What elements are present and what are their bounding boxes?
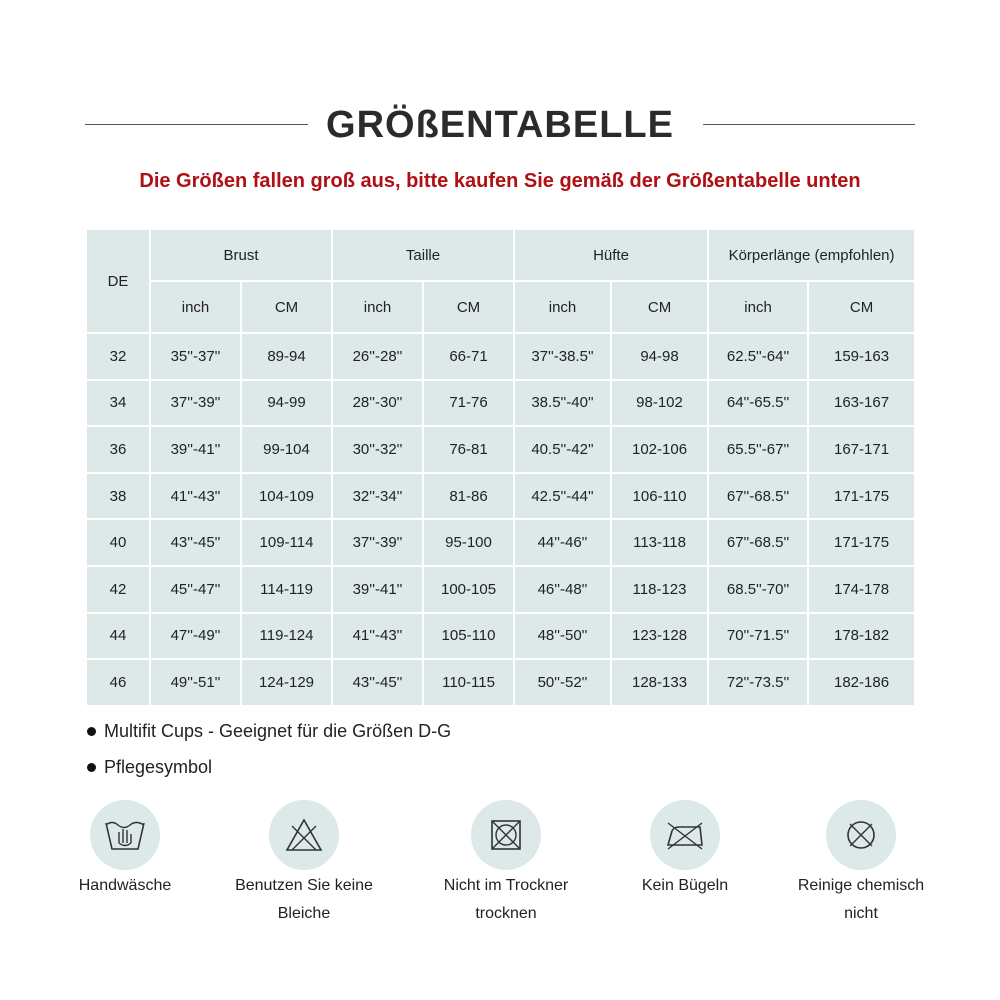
- size-table: [85, 228, 916, 707]
- table-cell: 128-133: [611, 659, 708, 706]
- table-cell: 102-106: [611, 426, 708, 473]
- table-cell: 163-167: [808, 380, 915, 427]
- size-cell: 34: [86, 380, 150, 427]
- size-cell: 44: [86, 613, 150, 660]
- size-warning: Die Größen fallen groß aus, bitte kaufen Sie gemäß der Größentabelle unten: [139, 170, 861, 192]
- table-cell: 123-128: [611, 613, 708, 660]
- table-cell: 41''-43'': [150, 473, 241, 520]
- table-row: [86, 566, 915, 613]
- table-cell: 94-99: [241, 380, 332, 427]
- table-cell: 35''-37'': [150, 333, 241, 380]
- table-cell: 105-110: [423, 613, 514, 660]
- unit-header: CM: [241, 281, 332, 333]
- table-cell: 39''-41'': [150, 426, 241, 473]
- table-cell: 114-119: [241, 566, 332, 613]
- unit-header: CM: [611, 281, 708, 333]
- table-cell: 70''-71.5'': [708, 613, 808, 660]
- group-header-taille: Taille: [332, 229, 514, 281]
- hand-wash-icon: [103, 815, 147, 855]
- table-cell: 39''-41'': [332, 566, 423, 613]
- table-cell: 66-71: [423, 333, 514, 380]
- bullet-icon: [87, 727, 96, 736]
- care-label: Nicht im Trockner trocknen: [443, 877, 569, 922]
- no-iron-icon: [662, 817, 708, 853]
- note-multifit: Multifit Cups - Geeignet für die Größen D-G: [104, 720, 452, 741]
- title-rule-right: [703, 124, 915, 125]
- table-cell: 100-105: [423, 566, 514, 613]
- table-cell: 67''-68.5'': [708, 519, 808, 566]
- table-cell: 50''-52'': [514, 659, 611, 706]
- care-item-no-bleach: [219, 800, 389, 928]
- table-cell: 94-98: [611, 333, 708, 380]
- care-symbols: [0, 800, 1000, 960]
- table-row: [86, 473, 915, 520]
- care-item-no-tumble-dry: [421, 800, 591, 928]
- size-cell: 42: [86, 566, 150, 613]
- unit-header: CM: [808, 281, 915, 333]
- table-cell: 106-110: [611, 473, 708, 520]
- unit-header: CM: [423, 281, 514, 333]
- table-row: [86, 333, 915, 380]
- table-cell: 124-129: [241, 659, 332, 706]
- table-cell: 68.5''-70'': [708, 566, 808, 613]
- table-cell: 67''-68.5'': [708, 473, 808, 520]
- table-cell: 38.5''-40'': [514, 380, 611, 427]
- table-cell: 110-115: [423, 659, 514, 706]
- table-cell: 42.5''-44'': [514, 473, 611, 520]
- table-cell: 171-175: [808, 519, 915, 566]
- table-cell: 43''-45'': [150, 519, 241, 566]
- note-care-symbol: Pflegesymbol: [104, 756, 213, 777]
- unit-header: inch: [514, 281, 611, 333]
- table-cell: 104-109: [241, 473, 332, 520]
- table-cell: 30''-32'': [332, 426, 423, 473]
- care-item-hand-wash: [40, 800, 210, 900]
- care-item-no-iron: [600, 800, 770, 900]
- table-cell: 76-81: [423, 426, 514, 473]
- table-cell: 44''-46'': [514, 519, 611, 566]
- table-cell: 37''-38.5'': [514, 333, 611, 380]
- table-cell: 178-182: [808, 613, 915, 660]
- table-cell: 28''-30'': [332, 380, 423, 427]
- group-header-huefte: Hüfte: [514, 229, 708, 281]
- group-header-koerperlaenge: Körperlänge (empfohlen): [708, 229, 915, 281]
- no-dry-clean-icon: [843, 817, 879, 853]
- size-column-header: DE: [86, 229, 150, 333]
- table-header-units: [86, 281, 915, 333]
- table-cell: 32''-34'': [332, 473, 423, 520]
- care-label: Reinige chemisch nicht: [797, 877, 925, 922]
- no-bleach-icon: [284, 816, 324, 854]
- table-cell: 62.5''-64'': [708, 333, 808, 380]
- table-cell: 37''-39'': [332, 519, 423, 566]
- table-cell: 65.5''-67'': [708, 426, 808, 473]
- table-cell: 45''-47'': [150, 566, 241, 613]
- table-cell: 109-114: [241, 519, 332, 566]
- title-row: [85, 100, 915, 150]
- size-cell: 38: [86, 473, 150, 520]
- table-cell: 167-171: [808, 426, 915, 473]
- table-row: [86, 613, 915, 660]
- table-row: [86, 426, 915, 473]
- table-row: [86, 519, 915, 566]
- unit-header: inch: [708, 281, 808, 333]
- table-cell: 182-186: [808, 659, 915, 706]
- table-row: [86, 380, 915, 427]
- table-row: [86, 659, 915, 706]
- table-cell: 89-94: [241, 333, 332, 380]
- page-title: GRÖßENTABELLE: [308, 104, 692, 146]
- table-cell: 37''-39'': [150, 380, 241, 427]
- group-header-brust: Brust: [150, 229, 332, 281]
- table-cell: 113-118: [611, 519, 708, 566]
- table-cell: 43''-45'': [332, 659, 423, 706]
- size-cell: 32: [86, 333, 150, 380]
- table-cell: 41''-43'': [332, 613, 423, 660]
- table-cell: 72''-73.5'': [708, 659, 808, 706]
- table-cell: 64''-65.5'': [708, 380, 808, 427]
- size-cell: 40: [86, 519, 150, 566]
- size-cell: 36: [86, 426, 150, 473]
- no-tumble-dry-icon: [488, 817, 524, 853]
- bullet-icon: [87, 763, 96, 772]
- table-cell: 118-123: [611, 566, 708, 613]
- care-label: Handwäsche: [78, 877, 172, 894]
- table-cell: 174-178: [808, 566, 915, 613]
- table-cell: 49''-51'': [150, 659, 241, 706]
- notes-list: [87, 718, 451, 790]
- table-cell: 119-124: [241, 613, 332, 660]
- size-cell: 46: [86, 659, 150, 706]
- table-cell: 26''-28'': [332, 333, 423, 380]
- unit-header: inch: [150, 281, 241, 333]
- care-label: Kein Bügeln: [641, 877, 729, 894]
- table-cell: 40.5''-42'': [514, 426, 611, 473]
- table-cell: 171-175: [808, 473, 915, 520]
- table-header-groups: [86, 229, 915, 281]
- table-cell: 99-104: [241, 426, 332, 473]
- table-cell: 47''-49'': [150, 613, 241, 660]
- table-cell: 95-100: [423, 519, 514, 566]
- table-cell: 48''-50'': [514, 613, 611, 660]
- unit-header: inch: [332, 281, 423, 333]
- table-cell: 46''-48'': [514, 566, 611, 613]
- table-cell: 98-102: [611, 380, 708, 427]
- care-label: Benutzen Sie keine Bleiche: [235, 877, 373, 922]
- table-cell: 81-86: [423, 473, 514, 520]
- list-item: [87, 754, 451, 780]
- list-item: [87, 718, 451, 744]
- care-item-no-dry-clean: [776, 800, 946, 928]
- table-cell: 159-163: [808, 333, 915, 380]
- table-cell: 71-76: [423, 380, 514, 427]
